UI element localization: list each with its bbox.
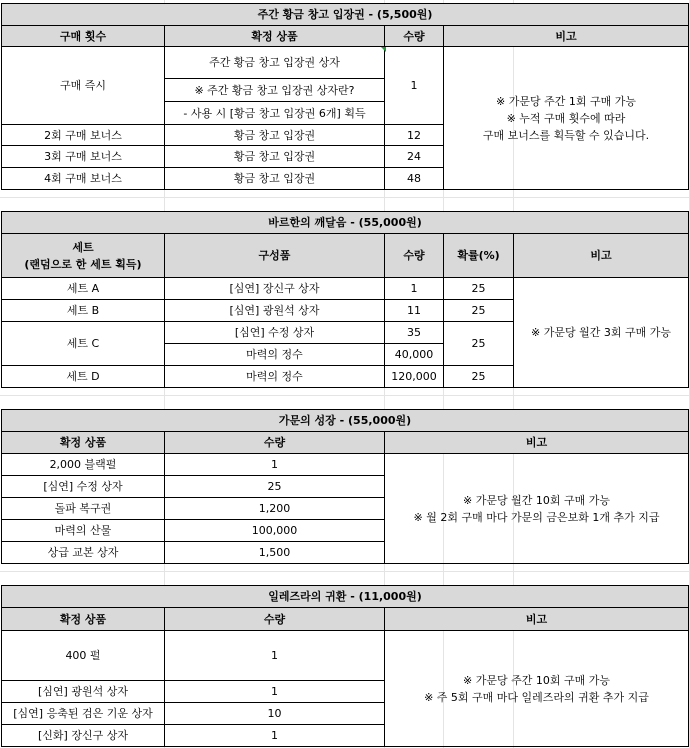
item-cell: 돌파 복구권 [1,497,165,520]
col-header: 비고 [384,431,689,454]
item-cell: 마력의 산물 [1,519,165,542]
qty-cell: 1,500 [164,541,385,564]
note-line: 구매 보너스를 획득할 수 있습니다. [482,128,650,142]
qty-cell: 1,200 [164,497,385,520]
qty-cell: 1 [384,277,444,300]
rate-cell: 25 [443,321,514,366]
col-header-set [1,233,165,278]
purchase-count-cell: 2회 구매 보너스 [1,124,165,146]
note-cell [384,630,689,747]
item-cell: [심연] 수정 상자 [164,321,385,344]
col-header: 확정 상품 [164,25,385,47]
qty-cell: 24 [384,145,444,168]
note-cell [384,453,689,564]
purchase-count-cell: 구매 즉시 [1,46,165,125]
item-cell: 마력의 정수 [164,365,385,388]
item-cell: 황금 창고 입장권 [164,167,385,190]
col-header: 비고 [443,25,689,47]
qty-cell: 48 [384,167,444,190]
table-title: 가문의 성장 - (55,000원) [1,409,689,432]
note-line: ※ 가문당 주간 10회 구매 가능 [463,673,610,687]
col-header: 확정 상품 [1,431,165,454]
col-header: 비고 [513,233,689,278]
qty-cell: 1 [164,453,385,476]
col-header: 비고 [384,607,689,631]
table-title: 일레즈라의 귀환 - (11,000원) [1,585,689,608]
qty-cell: 12 [384,124,444,146]
purchase-count-cell: 4회 구매 보너스 [1,167,165,190]
note-line: ※ 월 2회 구매 마다 가문의 금은보화 1개 추가 지급 [413,510,660,524]
col-header: 확정 상품 [1,607,165,631]
item-cell: [심연] 장신구 상자 [164,277,385,300]
table-title: 주간 황금 창고 입장권 - (5,500원) [1,3,689,26]
item-cell: 황금 창고 입장권 [164,124,385,146]
note-cell: ※ 가문당 월간 3회 구매 가능 [513,277,689,388]
item-cell: 상급 교본 상자 [1,541,165,564]
item-cell: - 사용 시 [황금 창고 입장권 6개] 획득 [164,101,385,125]
item-cell: [심연] 수정 상자 [1,475,165,498]
note-line: ※ 가문당 월간 10회 구매 가능 [463,493,610,507]
qty-cell: 10 [164,702,385,725]
qty-cell: 25 [164,475,385,498]
table-title: 바르한의 깨달음 - (55,000원) [1,211,689,234]
qty-cell: 11 [384,299,444,322]
note-cell [443,46,689,190]
item-cell: [심연] 응축된 검은 기운 상자 [1,702,165,725]
col-header: 구성품 [164,233,385,278]
item-cell: [신화] 장신구 상자 [1,724,165,747]
set-cell: 세트 D [1,365,165,388]
item-cell: 2,000 블랙펄 [1,453,165,476]
col-header: 수량 [384,233,444,278]
item-cell: [심연] 광원석 상자 [1,680,165,703]
rate-cell: 25 [443,277,514,300]
qty-cell: 1 [164,630,385,681]
qty-cell: 120,000 [384,365,444,388]
cell-comment-marker [381,47,386,52]
purchase-count-cell: 3회 구매 보너스 [1,145,165,168]
item-cell: ※ 주간 황금 창고 입장권 상자란? [164,78,385,102]
col-header-sublabel: (랜덤으로 한 세트 획득) [24,257,142,271]
item-cell: 400 펄 [1,630,165,681]
qty-cell: 100,000 [164,519,385,542]
qty-cell: 35 [384,321,444,344]
rate-cell: 25 [443,299,514,322]
item-cell: [심연] 광원석 상자 [164,299,385,322]
qty-cell: 1 [164,724,385,747]
col-header: 확률(%) [443,233,514,278]
set-cell: 세트 B [1,299,165,322]
item-cell: 황금 창고 입장권 [164,145,385,168]
set-cell: 세트 A [1,277,165,300]
rate-cell: 25 [443,365,514,388]
note-line: ※ 주 5회 구매 마다 일레즈라의 귀환 추가 지급 [424,690,649,704]
set-cell: 세트 C [1,321,165,366]
col-header: 수량 [164,607,385,631]
qty-cell: 40,000 [384,343,444,366]
col-header: 구매 횟수 [1,25,165,47]
item-cell: 주간 황금 창고 입장권 상자 [164,46,385,79]
note-line: ※ 가문당 주간 1회 구매 가능 [496,94,636,108]
qty-cell: 1 [164,680,385,703]
item-cell: 마력의 정수 [164,343,385,366]
col-header: 수량 [164,431,385,454]
note-line: ※ 누적 구매 횟수에 따라 [506,111,626,125]
qty-cell: 1 [384,46,444,125]
col-header-label: 세트 [72,240,94,254]
col-header: 수량 [384,25,444,47]
